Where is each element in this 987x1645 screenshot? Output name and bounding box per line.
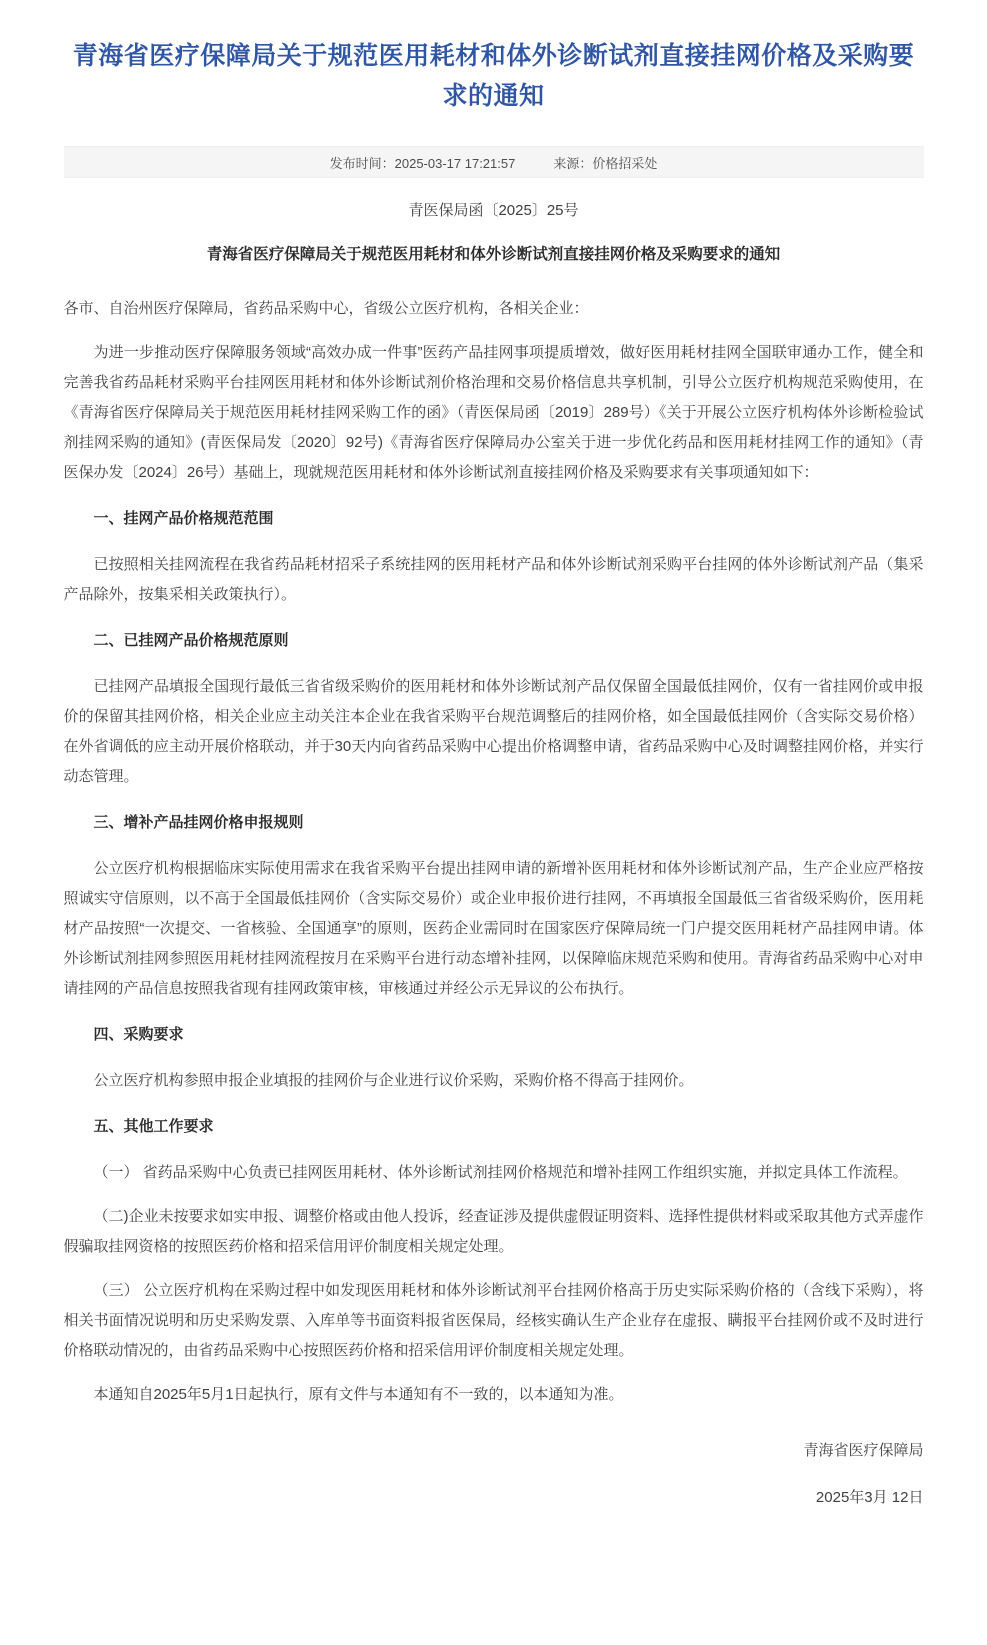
- section-2-heading: 二、已挂网产品价格规范原则: [93, 632, 289, 649]
- section-5-item-3: （三） 公立医疗机构在采购过程中如发现医用耗材和体外诊断试剂平台挂网价格高于历史实际采购价格的（含线下采购），将相关书面情况说明和历史采购发票、入库单等书面资料报省医保局，经核实确认生产企业存在虚报、瞒报平台挂网价或不及时进行价格联动情况的，由省药品采购中心按照医药价格和招采信用评价制度相关规定处理。: [63, 1282, 924, 1359]
- signature-agency: 青海省医疗保障局: [803, 1442, 924, 1459]
- document-number: 青医保局函〔2025〕25号: [408, 202, 579, 219]
- page-title: 青海省医疗保障局关于规范医用耗材和体外诊断试剂直接挂网价格及采购要求的通知: [72, 42, 915, 110]
- section-4-paragraph: 公立医疗机构参照申报企业填报的挂网价与企业进行议价采购，采购价格不得高于挂网价。: [93, 1072, 694, 1089]
- intro-paragraph: 为进一步推动医疗保障服务领域“高效办成一件事”医药产品挂网事项提质增效，做好医用耗材挂网全国联审通办工作，健全和完善我省药品耗材采购平台挂网医用耗材和体外诊断试剂价格治理和交易价格信息共享机制，引导公立医疗机构规范采购使用，在《青海省医疗保障局关于规范医用耗材挂网采购工作的函》（青医保局函〔2019〕289号）《关于开展公立医疗机构体外诊断检验试剂挂网采购的通知》(青医保局发〔2020〕92号)《青海省医疗保障局办公室关于进一步优化药品和医用耗材挂网工作的通知》（青医保办发〔2024〕26号）基础上，现就规范医用耗材和体外诊断试剂直接挂网价格及采购要求有关事项通知如下：: [63, 344, 924, 481]
- publish-time-label: 发布时间：: [329, 155, 395, 171]
- source: [553, 153, 657, 172]
- section-1-heading: 一、挂网产品价格规范范围: [93, 510, 274, 527]
- section-3-heading: 三、增补产品挂网价格申报规则: [93, 814, 304, 831]
- closing-paragraph: 本通知自2025年5月1日起执行，原有文件与本通知有不一致的，以本通知为准。: [93, 1386, 624, 1403]
- section-5-item-1: （一） 省药品采购中心负责已挂网医用耗材、体外诊断试剂挂网价格规范和增补挂网工作组织实施，并拟定具体工作流程。: [93, 1164, 908, 1181]
- signature-date: 2025年3月 12日: [815, 1489, 924, 1506]
- salutation: 各市、自治州医疗保障局，省药品采购中心，省级公立医疗机构，各相关企业：: [63, 300, 589, 317]
- article-content: [64, 36, 924, 1513]
- document-inner-title: 青海省医疗保障局关于规范医用耗材和体外诊断试剂直接挂网价格及采购要求的通知: [206, 246, 781, 263]
- section-5-item-2: （二)企业未按要求如实申报、调整价格或由他人投诉，经查证涉及提供虚假证明资料、选择性提供材料或采取其他方式弄虚作假骗取挂网资格的按照医药价格和招采信用评价制度相关规定处理。: [63, 1208, 924, 1255]
- section-3-paragraph: 公立医疗机构根据临床实际使用需求在我省采购平台提出挂网申请的新增补医用耗材和体外诊断试剂产品，生产企业应严格按照诚实守信原则，以不高于全国最低挂网价（含实际交易价）或企业申报价进行挂网，不再填报全国最低三省省级采购价，医用耗材产品按照“一次提交、一省核验、全国通享”的原则，医药企业需同时在国家医疗保障局统一门户提交医用耗材产品挂网申请。体外诊断试剂挂网参照医用耗材挂网流程按月在采购平台进行动态增补挂网，以保障临床规范采购和使用。青海省药品采购中心对申请挂网的产品信息按照我省现有挂网政策审核，审核通过并经公示无异议的公布执行。: [63, 860, 924, 997]
- meta-bar: [64, 146, 924, 178]
- publish-time-value: 2025-03-17 17:21:57: [394, 155, 516, 171]
- section-5-heading: 五、其他工作要求: [93, 1118, 214, 1135]
- section-2-paragraph: 已挂网产品填报全国现行最低三省省级采购价的医用耗材和体外诊断试剂产品仅保留全国最低挂网价，仅有一省挂网价或申报价的保留其挂网价格，相关企业应主动关注本企业在我省采购平台规范调整后的挂网价格，如全国最低挂网价（含实际交易价格）在外省调低的应主动开展价格联动，并于30天内向省药品采购中心提出价格调整申请，省药品采购中心及时调整挂网价格，并实行动态管理。: [63, 678, 924, 785]
- source-label: 来源：: [553, 155, 593, 171]
- source-value: 价格招采处: [592, 155, 658, 171]
- section-1-paragraph: 已按照相关挂网流程在我省药品耗材招采子系统挂网的医用耗材产品和体外诊断试剂采购平台挂网的体外诊断试剂产品（集采产品除外，按集采相关政策执行）。: [63, 556, 924, 603]
- section-4-heading: 四、采购要求: [93, 1026, 184, 1043]
- publish-time: [330, 153, 516, 172]
